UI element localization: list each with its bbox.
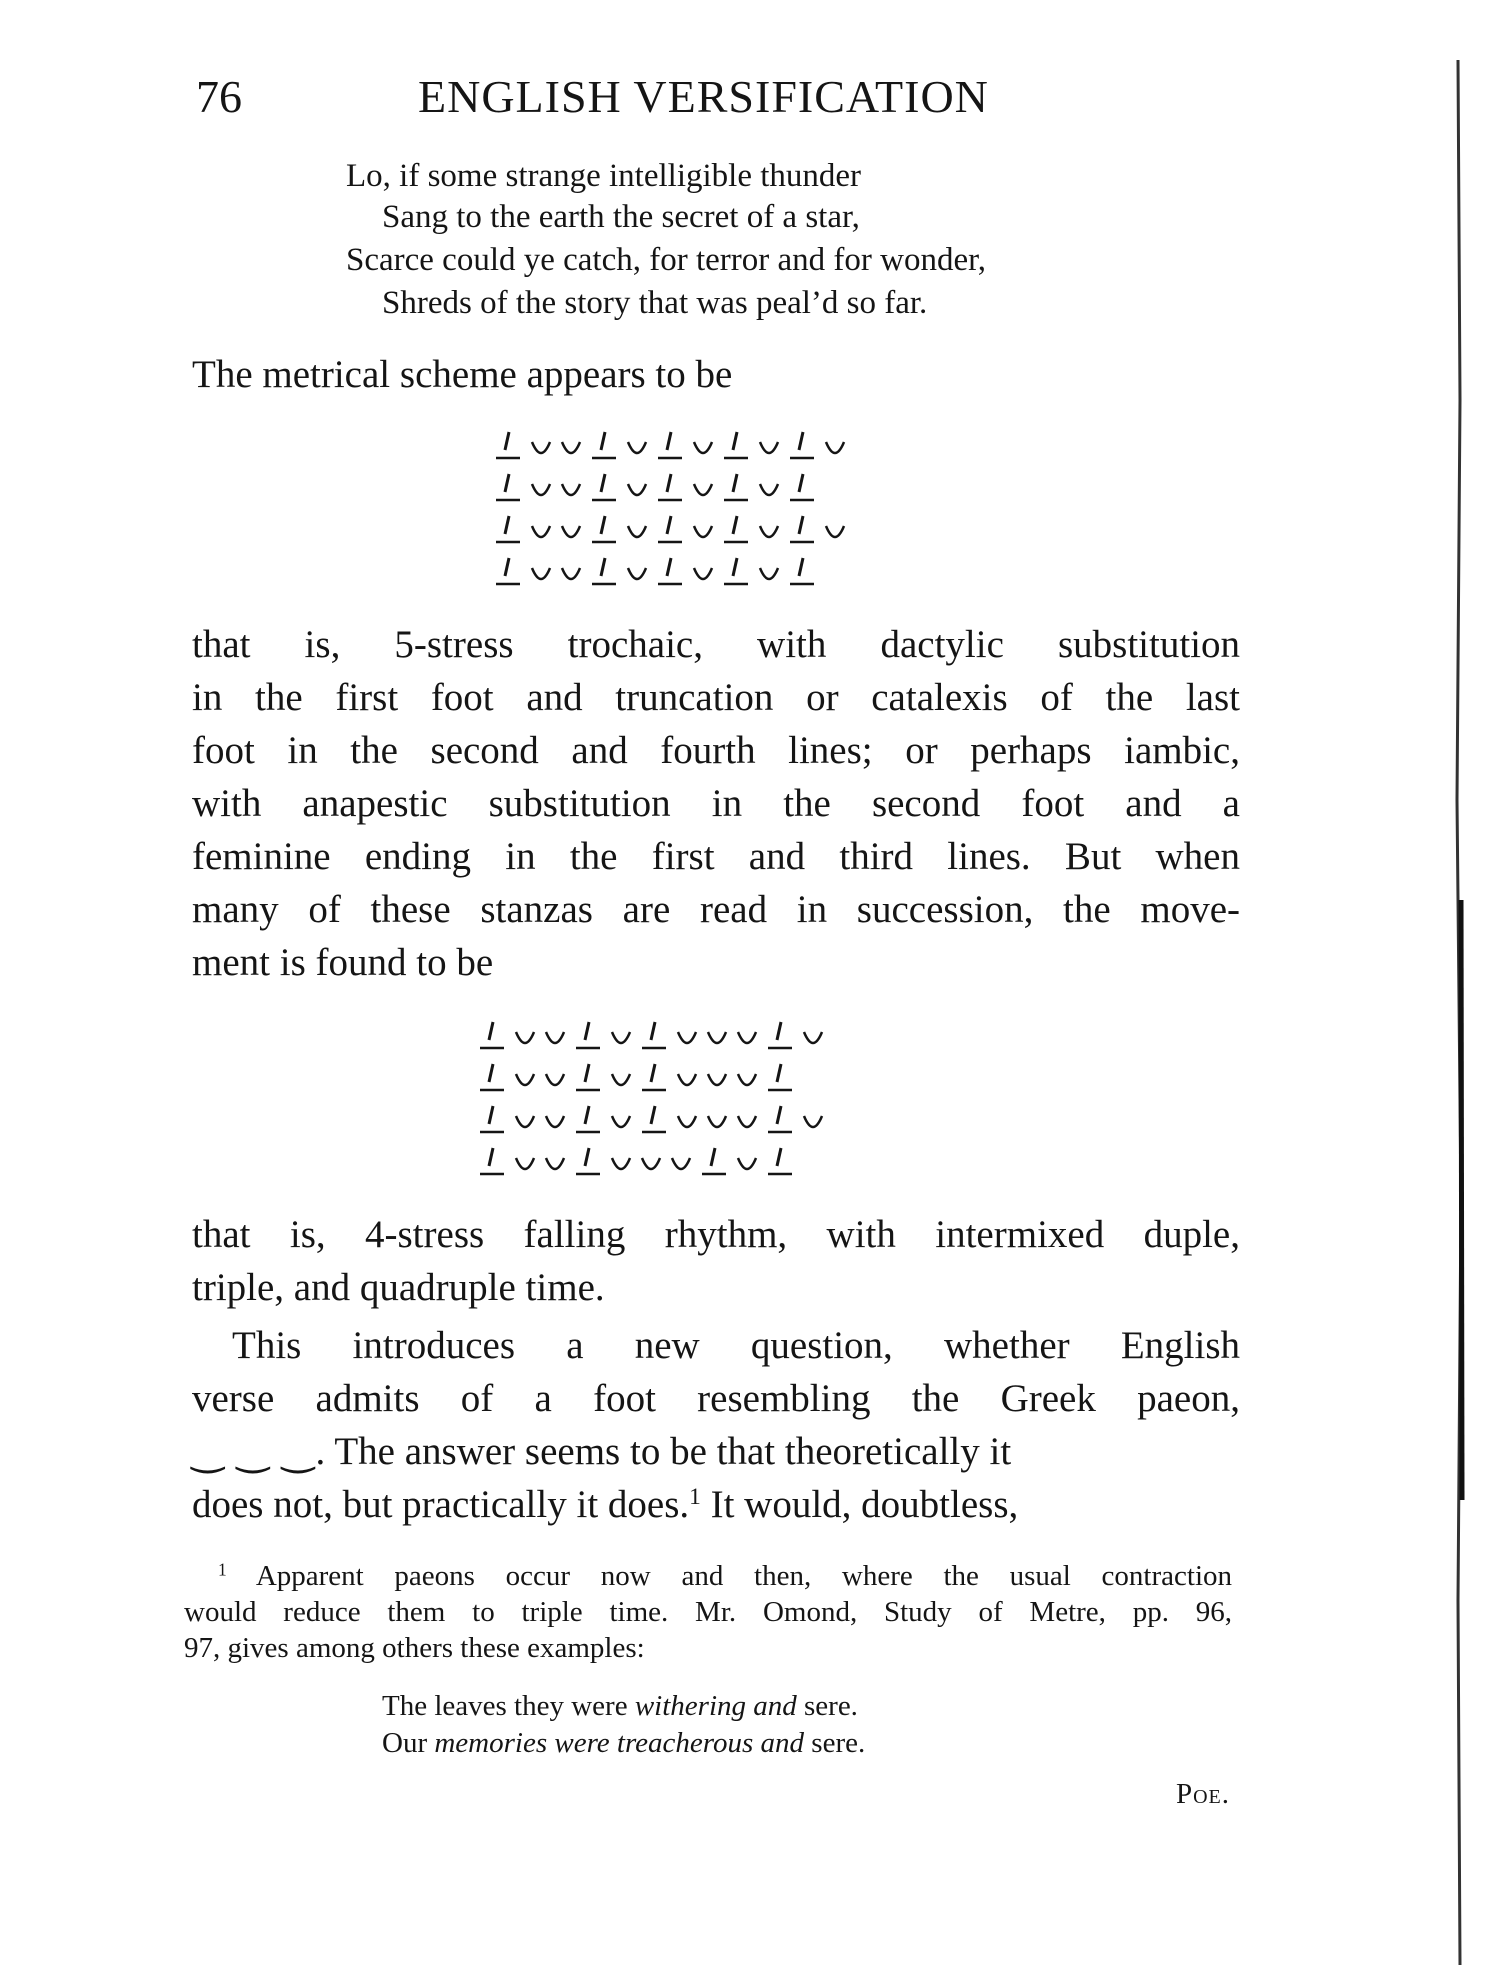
stress-mark [576,1106,600,1132]
slack-mark [642,1158,660,1169]
stress-mark [592,558,616,584]
paragraph-text: It would, doubtless, [700,1483,1019,1526]
footnote-verse-text: sere. [804,1727,866,1759]
slack-mark [628,526,646,537]
slack-mark [826,442,844,453]
slack-mark [532,568,550,579]
slack-mark [760,442,778,453]
poem-line: Shreds of the story that was peal’d so far. [382,285,928,321]
stress-mark [724,432,748,458]
stress-mark [496,558,520,584]
slack-mark [546,1158,564,1169]
stress-mark [790,516,814,542]
slack-mark [562,442,580,453]
stress-mark [768,1148,792,1174]
slack-mark [694,442,712,453]
footnote-attribution: Poe. [1175,1778,1230,1810]
slack-mark [628,442,646,453]
paragraph-line: triple, and quadruple time. [192,1266,605,1309]
slack-mark [546,1032,564,1043]
stress-mark [480,1148,504,1174]
stress-mark [658,432,682,458]
footnote-verse-text: The leaves they were [382,1690,635,1722]
footnote-line [218,1560,1232,1593]
slack-mark [532,526,550,537]
slack-mark [694,484,712,495]
slack-mark [612,1032,630,1043]
slack-mark [516,1032,534,1043]
stress-mark [480,1106,504,1132]
stress-mark [702,1148,726,1174]
slack-mark [826,526,844,537]
paragraph-line: feminine ending in the first and third lines. But when [192,835,1240,878]
slack-mark [804,1032,822,1043]
stress-mark [592,516,616,542]
stress-mark [642,1064,666,1090]
slack-mark [516,1158,534,1169]
poem-line: Lo, if some strange intelligible thunder [346,158,862,194]
stress-mark [480,1022,504,1048]
paragraph-text: . The answer seems to be that theoretically it [315,1430,1012,1473]
stress-mark [496,516,520,542]
slack-mark [612,1116,630,1127]
slack-mark [628,568,646,579]
page-number: 76 [196,71,242,122]
stress-mark [658,474,682,500]
footnote-marker: 1 [218,1559,227,1580]
stress-mark [768,1106,792,1132]
running-head: ENGLISH VERSIFICATION [418,71,989,122]
stress-mark [724,474,748,500]
stress-mark [658,516,682,542]
footnote-verse-italic: withering and [634,1690,797,1722]
slack-mark [612,1158,630,1169]
stress-mark [724,558,748,584]
slack-mark [672,1158,690,1169]
paragraph-line: with anapestic substitution in the second foot and a [192,782,1240,825]
intro-text: The metrical scheme appears to be [192,353,733,396]
stress-mark [768,1022,792,1048]
slack-mark [678,1116,696,1127]
stress-mark [592,474,616,500]
stress-mark [496,432,520,458]
slack-mark [546,1116,564,1127]
footnote-verse-text: Our [382,1727,435,1759]
slack-mark [738,1158,756,1169]
slack-mark [628,484,646,495]
stress-mark [724,516,748,542]
footnote-verse-text: sere. [796,1690,858,1722]
slack-mark [562,484,580,495]
stress-mark [642,1022,666,1048]
slack-mark [738,1116,756,1127]
paragraph-line [192,1429,1240,1474]
footnote-line: would reduce them to triple time. Mr. Omond, Study of Metre, pp. 96, [184,1596,1232,1628]
footnote-verse [382,1727,865,1760]
slack-mark [694,568,712,579]
stress-mark [768,1064,792,1090]
meter-row-svg [480,1144,960,1178]
slack-mark [678,1074,696,1085]
stress-mark [592,432,616,458]
meter-row-svg [480,1018,960,1052]
stress-mark [790,432,814,458]
paragraph-line: that is, 5-stress trochaic, with dactylic substitution [192,623,1240,666]
poem-line: Scarce could ye catch, for terror and for wonder, [346,242,987,278]
footnote-text: Apparent paeons occur now and then, where the usual contraction [226,1560,1232,1592]
stress-mark [642,1106,666,1132]
stress-mark [790,558,814,584]
slack-mark [760,484,778,495]
slack-mark [516,1116,534,1127]
meter-row-svg [496,470,976,504]
slack-mark [562,568,580,579]
slack-mark [678,1032,696,1043]
stress-mark [658,558,682,584]
slack-mark [760,568,778,579]
stress-mark [576,1022,600,1048]
slack-mark [708,1032,726,1043]
meter-row-svg [496,512,976,546]
stress-mark [496,474,520,500]
stress-mark [576,1064,600,1090]
slack-mark [738,1032,756,1043]
slack-mark [516,1074,534,1085]
meter-row-svg [480,1102,960,1136]
paragraph-line: many of these stanzas are read in succession, the move- [192,888,1240,931]
slack-mark [532,442,550,453]
paragraph-line [192,1482,1240,1527]
paragraph-line: that is, 4-stress falling rhythm, with intermixed duple, [192,1213,1240,1256]
slack-mark [708,1116,726,1127]
slack-mark [708,1074,726,1085]
meter-row-svg [480,1060,960,1094]
paragraph-line: ment is found to be [192,941,494,984]
paeon-symbol: ‿ ‿ ‿ [192,1430,316,1473]
slack-mark [738,1074,756,1085]
slack-mark [546,1074,564,1085]
meter-row-svg [496,428,976,462]
slack-mark [804,1116,822,1127]
binding-edge [1452,0,1466,1965]
paragraph-line: This introduces a new question, whether English [232,1324,1240,1367]
slack-mark [694,526,712,537]
meter-row-svg [496,554,976,588]
paragraph-line: verse admits of a foot resembling the Greek paeon, [192,1377,1240,1420]
footnote-reference[interactable]: 1 [689,1484,701,1511]
slack-mark [760,526,778,537]
paragraph-line: in the first foot and truncation or catalexis of the last [192,676,1240,719]
stress-mark [790,474,814,500]
footnote-verse-italic: memories were treacherous and [434,1727,805,1759]
slack-mark [562,526,580,537]
slack-mark [612,1074,630,1085]
footnote-line: 97, gives among others these examples: [184,1632,645,1664]
paragraph-text: does not, but practically it does. [192,1483,690,1526]
footnote-verse [382,1690,858,1723]
stress-mark [480,1064,504,1090]
paragraph-line: foot in the second and fourth lines; or perhaps iambic, [192,729,1240,772]
poem-line: Sang to the earth the secret of a star, [382,199,860,235]
slack-mark [532,484,550,495]
stress-mark [576,1148,600,1174]
